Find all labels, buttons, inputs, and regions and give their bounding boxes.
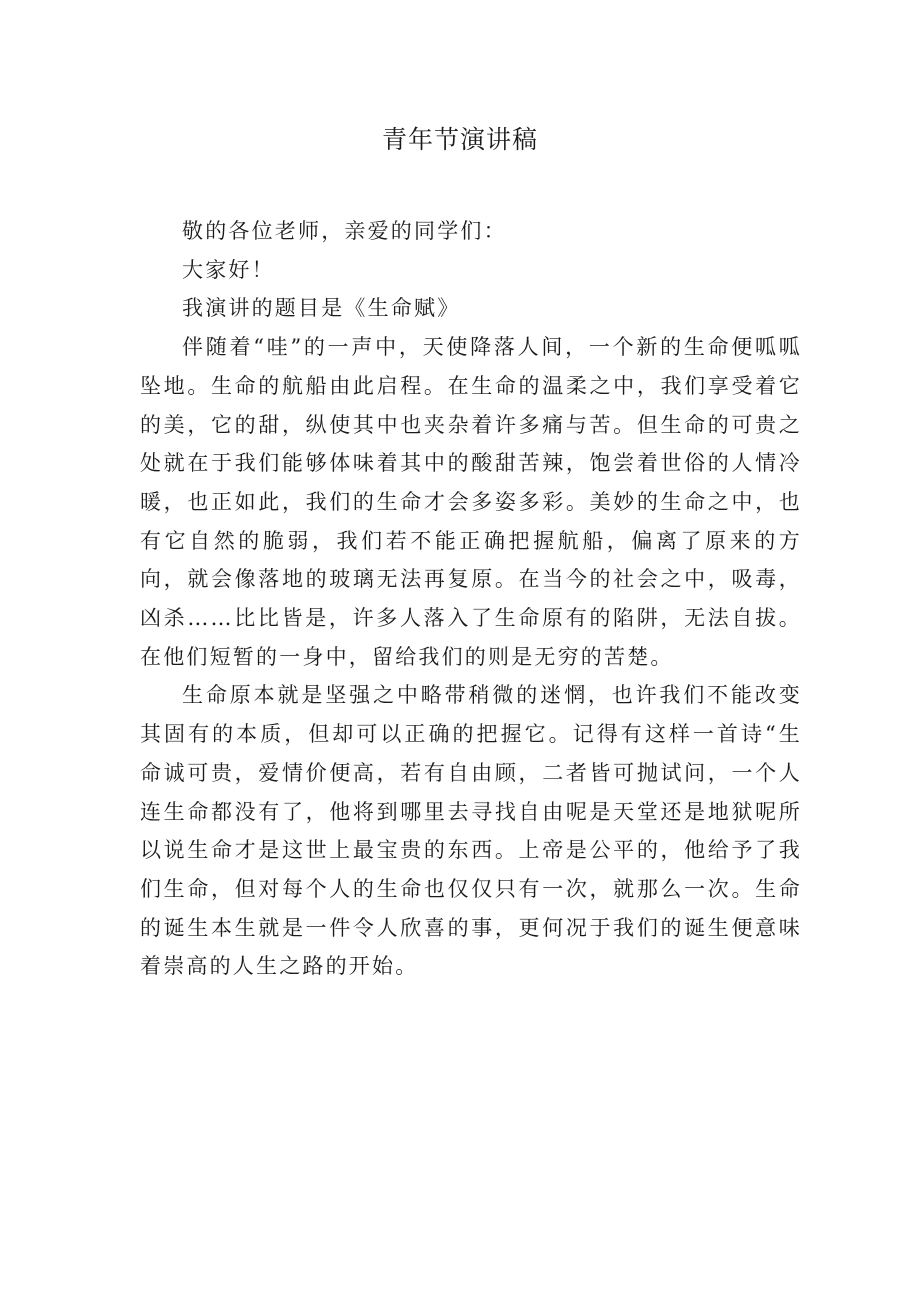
- document-body: [140, 212, 802, 986]
- document-title: 青年节演讲稿: [381, 125, 538, 154]
- greeting-paragraph: 大家好！: [182, 257, 275, 282]
- body-paragraph-2: 生命原本就是坚强之中略带稍微的迷惘，也许我们不能改变其固有的本质，但却可以正确的把握它。记得有这样一首诗“生命诚可贵，爱情价便高，若有自由顾，二者皆可抛试问，一个人连生命都没有了，他将到哪里去寻找自由呢是天堂还是地狱呢所以说生命才是这世上最宝贵的东西。上帝是公平的，他给予了我们生命，但对每个人的生命也仅仅只有一次，就那么一次。生命的诞生本生就是一件令人欣喜的事，更何况于我们的诞生便意味着崇高的人生之路的开始。: [140, 683, 802, 979]
- salutation-paragraph: 敬的各位老师，亲爱的同学们：: [182, 219, 507, 243]
- body-paragraph-1: 伴随着“哇”的一声中，天使降落人间，一个新的生命便呱呱坠地。生命的航船由此启程。在生命的温柔之中，我们享受着它的美，它的甜，纵使其中也夹杂着许多痛与苦。但生命的可贵之处就在于我们能够体味着其中的酸甜苦辣，饱尝着世俗的人情冷暖，也正如此，我们的生命才会多姿多彩。美妙的生命之中，也有它自然的脆弱，我们若不能正确把握航船，偏离了原来的方向，就会像落地的玻璃无法再复原。在当今的社会之中，吸毒，凶杀……比比皆是，许多人落入了生命原有的陷阱，无法自拔。在他们短暂的一身中，留给我们的则是无穷的苦楚。: [140, 335, 802, 669]
- topic-paragraph: 我演讲的题目是《生命赋》: [182, 296, 461, 321]
